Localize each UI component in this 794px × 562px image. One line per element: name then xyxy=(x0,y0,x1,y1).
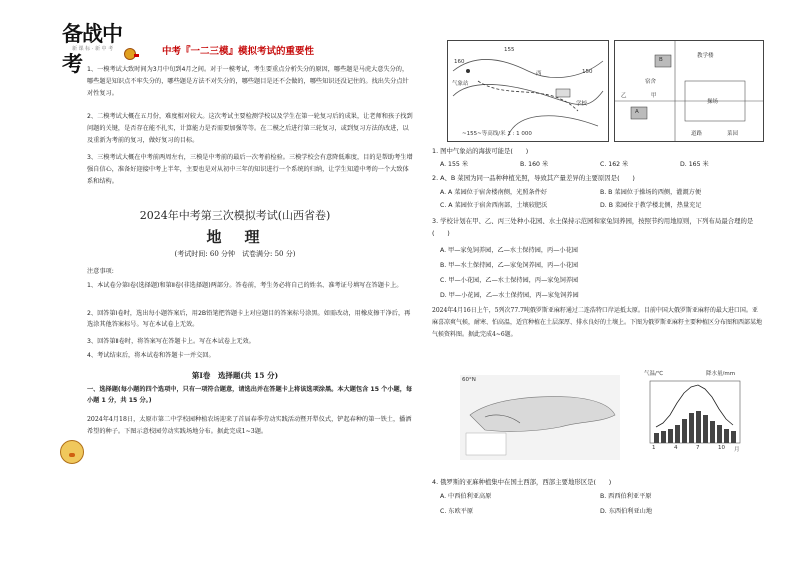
q1-option-c: C. 162 米 xyxy=(600,161,629,168)
question-1: 1. 图中气象站的海拔可能是( ) xyxy=(432,147,529,155)
choice-instruction: 一、选择题(每小题的四个选项中，只有一项符合题意，请选出并在答题卡上将该选项涂黑。本大题包含 15 个小题，每小题 1 分，共 15 分。) xyxy=(87,386,413,404)
map-label-teaching: 教学楼 xyxy=(697,53,714,59)
intro-paragraph-3: 3、三模考试大概在中考前两周左右，三模是中考前的最后一次考前检验。三模学校会有意降低难度，目的是帮助考生增强自信心，准备好迎接中考上半年，主要也是对从初中三年的知识进行一个系统的归纳，让学生知道中考的一个大致体系和结构。 xyxy=(87,154,413,186)
q3-option-b: B. 甲—水土保持园，乙—家兔饲养园，丙—小花园 xyxy=(440,262,579,269)
map-lat-label: 60°N xyxy=(462,377,476,383)
map-label-dorm: 宿舍 xyxy=(645,79,657,85)
passage-1: 2024年4月18日，太原市第二中学校园种植农场迎来了首届春季劳动实践活动暨开犁仪式，铲起春种的第一铁土，播洒希望的种子。下图示意校园劳动实践场地分布。据此完成1~3题。 xyxy=(87,416,412,436)
map-label-weather: 气象站 xyxy=(452,81,469,87)
logo-text: 备战中考 xyxy=(62,21,122,76)
note-2: 2、回答第Ⅰ卷时，选出每小题答案后，用2B铅笔把答题卡上对应题目的答案标号涂黑。如需改动，用橡皮擦干净后，再选涂其他答案标号。写在本试卷上无效。 xyxy=(87,310,411,328)
question-3: 3. 学校计划在甲、乙、丙三处种小花园、水土保持示范园和家兔饲养园，按照节约用地原则，下列布局最合理的是( ) xyxy=(432,217,754,237)
q1-option-d: D. 165 米 xyxy=(680,161,709,168)
exam-meta: (考试时间: 60 分钟 试卷满分: 50 分) xyxy=(174,250,296,258)
q4-option-c: C. 东欧平原 xyxy=(440,508,474,515)
intro-paragraph-1: 1、一模考试大致时间为3月中旬到4月之间。对于一模考试，考生要重点分析失分的原因，哪些题是马虎大意失分的，哪些题是知识点不牢失分的，哪些题是方法不对失分的，哪些题目是还不会做的，哪些知识还没记住的。找出失分点针对性复习。 xyxy=(87,66,409,98)
map-label-b: B xyxy=(659,57,663,63)
q2-option-b: B. B 菜园位于操场的西侧，灌溉方便 xyxy=(600,189,702,196)
chart-month-4: 4 xyxy=(674,445,678,451)
map-label-a: A xyxy=(635,109,639,115)
brand-logo xyxy=(62,18,140,76)
exam-subject: 地 理 xyxy=(206,228,264,246)
q4-option-b: B. 西西伯利亚平原 xyxy=(600,493,652,500)
chart-month-7: 7 xyxy=(696,445,700,451)
q1-option-b: B. 160 米 xyxy=(520,161,549,168)
map-label-field: 操场 xyxy=(707,99,719,105)
question-4: 4. 俄罗斯的亚麻种植集中在国土西部，西部主要地形区是( ) xyxy=(432,478,612,486)
chart-month-10: 10 xyxy=(718,445,725,451)
contour-map-svg xyxy=(448,41,608,141)
map-scale: ~155~等高线/米 1 : 1 000 xyxy=(462,131,532,137)
note-3: 3、回答第Ⅱ卷时，将答案写在答题卡上。写在本试卷上无效。 xyxy=(87,338,255,345)
red-mark-icon xyxy=(134,54,139,57)
map-label-west: 西 xyxy=(536,71,542,77)
q3-option-d: D. 甲—小花园，乙—水土保持园，丙—家兔饲养园 xyxy=(440,292,579,299)
note-1: 1、本试卷分第Ⅰ卷(选择题)和第Ⅱ卷(非选择题)两部分。答卷前，考生务必将自己的姓名、准考证号填写在答题卡上。 xyxy=(87,282,403,289)
header-title: 中考『一二三模』模拟考试的重要性 xyxy=(162,46,315,57)
climate-chart xyxy=(640,371,750,460)
intro-paragraph-2: 2、二模考试大概在五月份，难度相对较大。这次考试主要检测学校以及学生在第一轮复习后的成果，让老师和孩子找到问题的关键，是否存在能不扎实，计算能力是否需要加强等等。在二模之后进行第三轮复习，或到复习方法的改进，以及重新为考前的复习，做好复习的目标。 xyxy=(87,113,413,145)
q2-option-c: C. A 菜园位于宿舍西南部，土壤较肥沃 xyxy=(440,202,548,209)
q4-option-a: A. 中西伯利亚高原 xyxy=(440,493,492,500)
map-label-jia: 甲 xyxy=(651,93,657,99)
chart-precip-label: 降水量/mm xyxy=(706,371,736,377)
contour-label-1: 160 xyxy=(454,59,465,65)
q4-option-d: D. 东西伯利亚山地 xyxy=(600,508,653,515)
question-2: 2. A、B 菜园为同一品种种植光照，导致其产量差异的主要原因是( ) xyxy=(432,174,635,182)
map-label-school: 学校 xyxy=(576,101,588,107)
legend-road: 道路 xyxy=(691,131,703,137)
mascot-icon xyxy=(60,440,84,464)
legend-garden: 菜园 xyxy=(727,131,739,137)
q1-option-a: A. 155 米 xyxy=(440,161,469,168)
q3-option-a: A. 甲—家兔饲养园，乙—水土保持园，丙—小花园 xyxy=(440,247,578,254)
school-map-svg xyxy=(615,41,763,141)
q2-option-a: A. A 菜园位于宿舍楼南侧，光照条件好 xyxy=(440,189,548,196)
q3-option-c: C. 甲—小花园，乙—水土保持园，丙—家兔饲养园 xyxy=(440,277,579,284)
logo-tagline: 新 课 标 · 新 中 考 xyxy=(72,46,114,52)
school-map xyxy=(614,40,764,142)
contour-map xyxy=(447,40,609,142)
notes-heading: 注意事项: xyxy=(87,268,114,275)
chart-temp-label: 气温/℃ xyxy=(644,371,664,377)
contour-label-2: 155 xyxy=(504,47,515,53)
russia-map xyxy=(460,375,620,460)
part1-heading: 第Ⅰ卷 选择题(共 15 分) xyxy=(191,371,279,380)
contour-label-3: 150 xyxy=(582,69,593,75)
note-4: 4、考试结束后，将本试卷和答题卡一并交回。 xyxy=(87,352,215,359)
russia-map-svg xyxy=(460,375,620,460)
passage-2: 2024年4月16日上午，5列次77.7吨俄罗斯亚麻籽通过二连浩特口岸运抵太原。目前中国大俄罗斯亚麻籽的最大进口国。亚麻喜凉爽气候，耐寒、怕高温，适宜种植在土层深厚、排水良好的土壤上。下图为俄罗斯亚麻籽主要种植区分布图和西部某地气候资料图。据此完成4~6题。 xyxy=(432,307,763,338)
map-label-yi: 乙 xyxy=(621,93,627,99)
chart-month-1: 1 xyxy=(652,445,656,451)
chart-month-unit: 月 xyxy=(734,447,740,453)
exam-title: 2024年中考第三次模拟考试(山西省卷) xyxy=(139,209,331,222)
q2-option-d: D. B 菜园位于教学楼北侧，热量充足 xyxy=(600,202,702,209)
